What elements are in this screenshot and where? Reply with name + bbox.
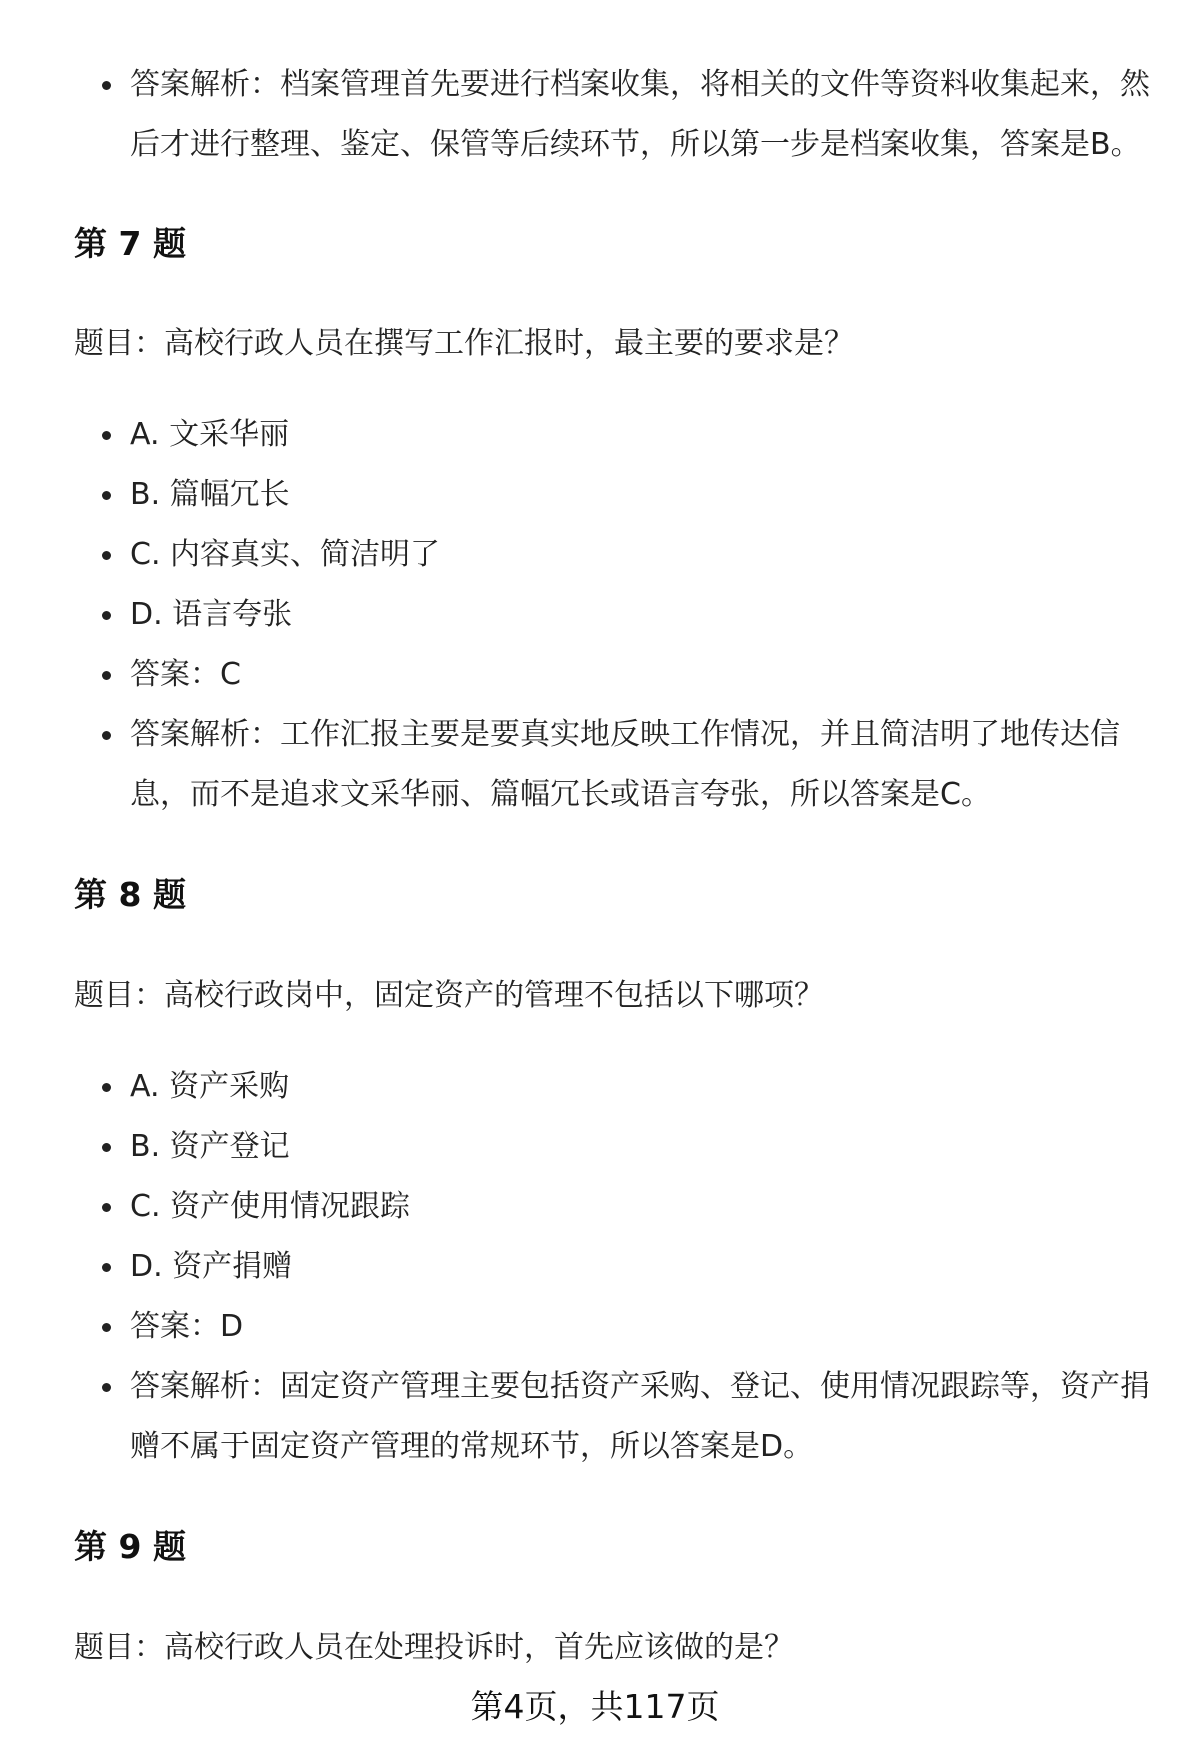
- answer-explanation: 答案解析：工作汇报主要是要真实地反映工作情况，并且简洁明了地传达信息，而不是追求文采华丽、篇幅冗长或语言夸张，所以答案是C。: [98, 705, 1158, 825]
- list-item: [98, 55, 1158, 175]
- question-text: 题目：高校行政岗中，固定资产的管理不包括以下哪项？: [74, 978, 824, 1013]
- option-item: B. 篇幅冗长: [98, 465, 1158, 525]
- answer-explanation: 答案解析：固定资产管理主要包括资产采购、登记、使用情况跟踪等，资产捐赠不属于固定资产管理的常规环节，所以答案是D。: [98, 1357, 1158, 1477]
- page-number: 第4页，共117页: [470, 1687, 720, 1726]
- option-item: B. 资产登记: [98, 1117, 1158, 1177]
- option-item: A. 文采华丽: [98, 405, 1158, 465]
- answer-explanation: 答案解析：档案管理首先要进行档案收集，将相关的文件等资料收集起来，然后才进行整理、鉴定、保管等后续环节，所以第一步是档案收集，答案是B。: [130, 67, 1150, 162]
- question-heading: 第 8 题: [74, 875, 186, 914]
- answer-item: 答案：C: [98, 645, 1158, 705]
- option-item: C. 资产使用情况跟踪: [98, 1177, 1158, 1237]
- question-heading: 第 7 题: [74, 224, 186, 263]
- option-item: A. 资产采购: [98, 1057, 1158, 1117]
- question-heading: 第 9 题: [74, 1527, 186, 1566]
- answer-item: 答案：D: [98, 1297, 1158, 1357]
- option-item: C. 内容真实、简洁明了: [98, 525, 1158, 585]
- option-item: D. 资产捐赠: [98, 1237, 1158, 1297]
- question-text: 题目：高校行政人员在处理投诉时，首先应该做的是？: [74, 1630, 794, 1665]
- option-item: D. 语言夸张: [98, 585, 1158, 645]
- question-text: 题目：高校行政人员在撰写工作汇报时，最主要的要求是？: [74, 326, 854, 361]
